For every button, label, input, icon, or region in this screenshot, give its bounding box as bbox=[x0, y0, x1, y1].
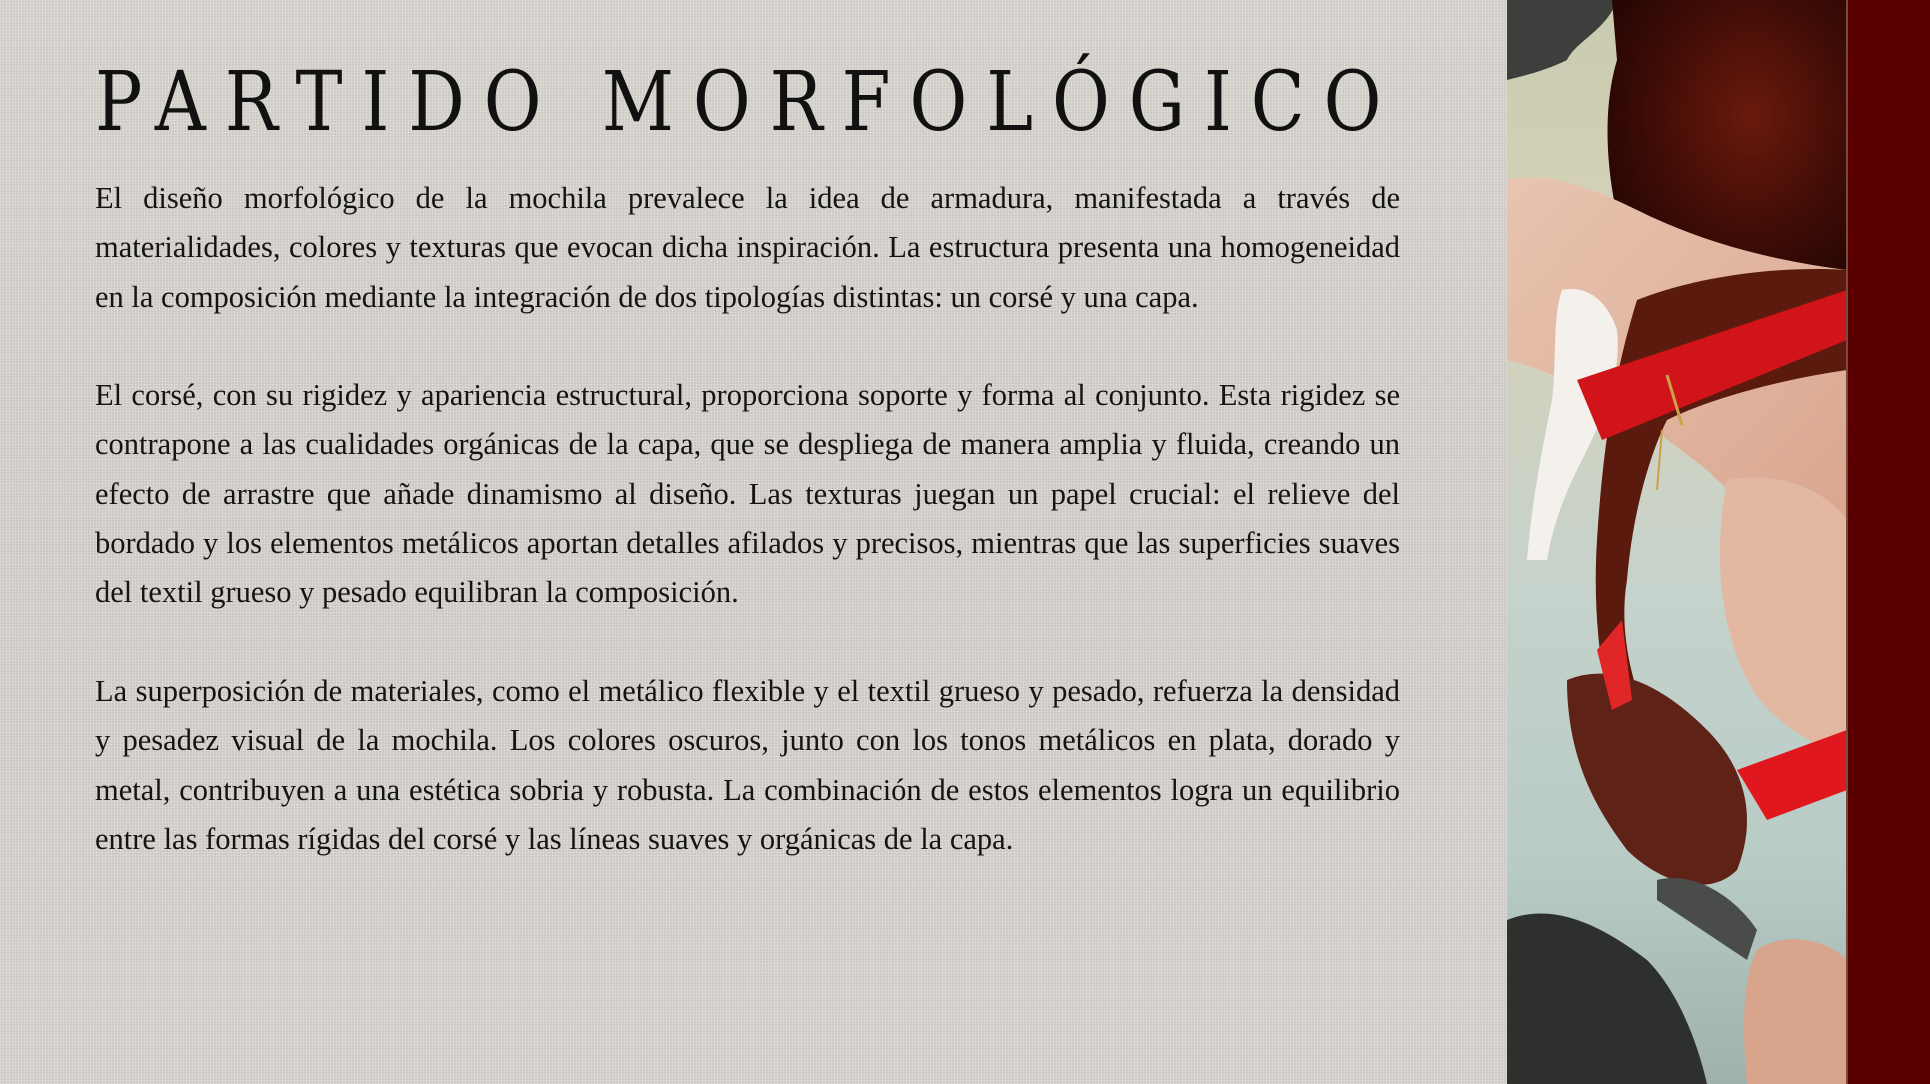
photo-illustration bbox=[1507, 0, 1847, 1084]
body-text bbox=[95, 174, 1400, 913]
slide-title: PARTIDO MORFOLÓGICO bbox=[95, 55, 1401, 150]
backpack-photo bbox=[1507, 0, 1847, 1084]
paragraph-2: El corsé, con su rigidez y apariencia estructural, proporciona soporte y forma al conjunto. Esta rigidez se contrapone a las cualidades orgánicas de la capa, que se despliega de manera amplia y fluida, creando un efecto de arrastre que añade dinamismo al diseño. Las texturas juegan un papel crucial: el relieve del bordado y los elementos metálicos aportan detalles afilados y precisos, mientras que las superficies suaves del textil grueso y pesado equilibran la composición. bbox=[95, 378, 1400, 610]
paragraph-3: La superposición de materiales, como el metálico flexible y el textil grueso y pesado, refuerza la densidad y pesadez visual de la mochila. Los colores oscuros, junto con los tonos metálicos en plata, dorado y metal, contribuyen a una estética sobria y robusta. La combinación de estos elementos logra un equilibrio entre las formas rígidas del corsé y las líneas suaves y orgánicas de la capa. bbox=[95, 673, 1400, 856]
maroon-accent-bar bbox=[1848, 0, 1930, 1084]
paragraph-1: El diseño morfológico de la mochila prevalece la idea de armadura, manifestada a través de materialidades, colores y texturas que evocan dicha inspiración. La estructura presenta una homogeneidad en la composición mediante la integración de dos tipologías distintas: un corsé y una capa. bbox=[95, 181, 1400, 314]
